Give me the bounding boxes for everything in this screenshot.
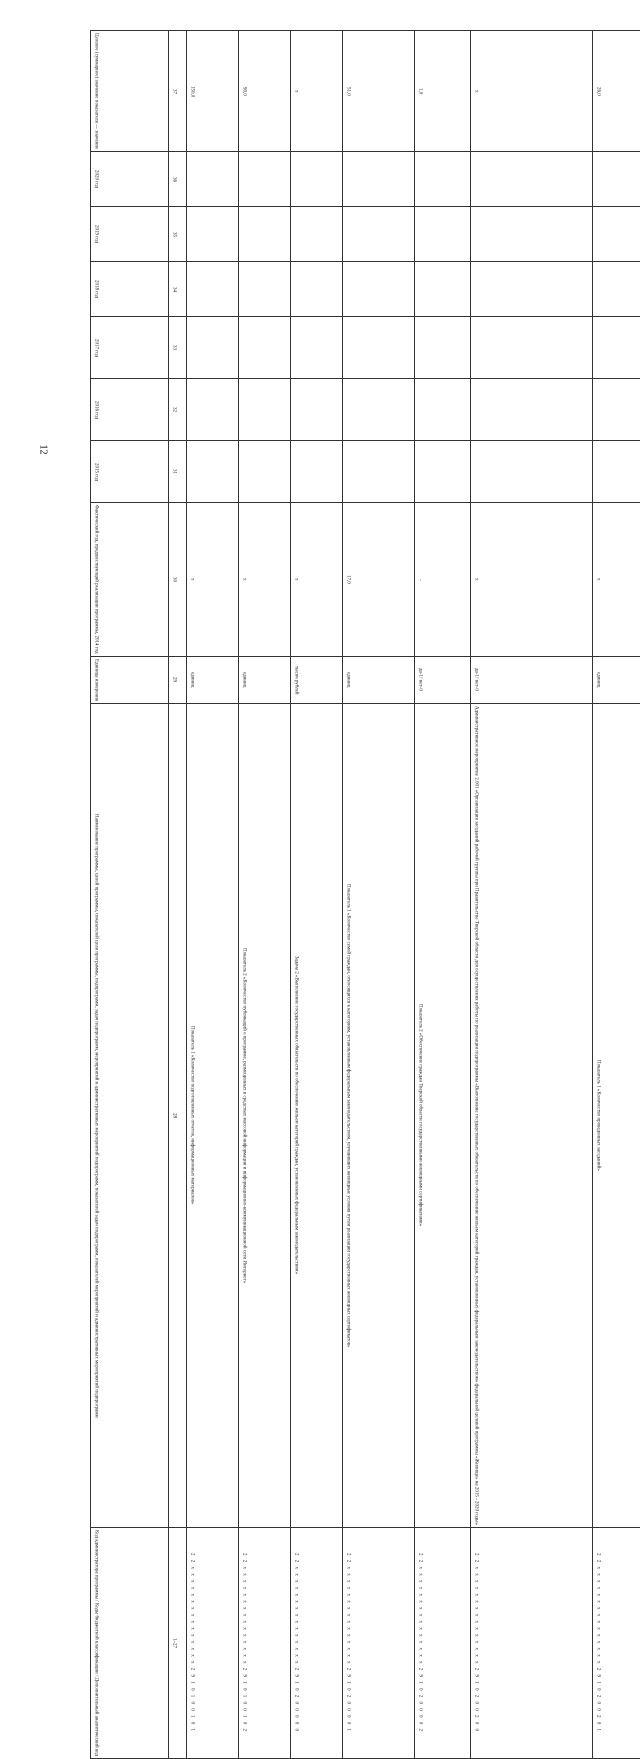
row-0-base: х <box>187 503 239 657</box>
row-4-y2019 <box>415 207 471 262</box>
col-number-y2016: 32 <box>169 379 187 441</box>
col-number-name: 28 <box>169 703 187 1527</box>
row-0-y2017 <box>187 317 239 379</box>
row-6-y2017 <box>593 317 640 379</box>
band-y2016 <box>91 379 640 441</box>
row-0-y2016 <box>187 379 239 441</box>
row-6-name: Показатель 1 «Количество проведенных заседаний» <box>593 703 640 1527</box>
row-1-codes: 2 2 х х х х х х х х х х х х х х х 2 9 1 0 1 0 0 1 0 2 <box>239 1527 291 1758</box>
header-codes: Код администратора программы / Коды бюджетной классификации / Дополнительный аналитический код <box>91 1527 169 1758</box>
row-2-unit: тысяч рублей <box>291 656 343 703</box>
row-5-name: Административное мероприятие 2.001 «Организация заседаний рабочей группы при Правительстве Тверской области для осуществления работы по реализации подпрограммы «Выполнение государственных обязательств по обеспечению жильем категорий граждан, установленных федеральным законодательством» федеральной целевой программы «Жилище» на 2015 - 2020 годы» <box>471 703 593 1527</box>
row-4-y2018 <box>415 262 471 317</box>
row-1-final: 90,0 <box>239 31 291 152</box>
row-3-y2018 <box>343 262 415 317</box>
row-1-y2016 <box>239 379 291 441</box>
row-6-y2016 <box>593 379 640 441</box>
row-1-y2019 <box>239 207 291 262</box>
row-4-final: 1,0 <box>415 31 471 152</box>
row-5-y2019 <box>471 207 593 262</box>
row-1-y2018 <box>239 262 291 317</box>
header-unit: Единица измерения <box>91 656 169 703</box>
row-5-codes: 2 2 х х х х х х х х х х х х х х х 2 9 1 0 2 0 0 2 0 0 <box>471 1527 593 1758</box>
band-base <box>91 503 640 657</box>
row-4-y2016 <box>415 379 471 441</box>
col-number-y2015: 31 <box>169 441 187 503</box>
col-number-base: 30 <box>169 503 187 657</box>
row-3-y2017 <box>343 317 415 379</box>
row-0-final: 150,0 <box>187 31 239 152</box>
row-2-y2015 <box>291 441 343 503</box>
band-y2020 <box>91 152 640 207</box>
row-6-y2020 <box>593 152 640 207</box>
col-number-y2020: 36 <box>169 152 187 207</box>
row-2-final: х <box>291 31 343 152</box>
row-2-y2019 <box>291 207 343 262</box>
header-y2016: 2016 год <box>91 379 169 441</box>
band-unit <box>91 656 640 703</box>
header-y2020: 2020 год <box>91 152 169 207</box>
col-number-unit: 29 <box>169 656 187 703</box>
row-1-y2020 <box>239 152 291 207</box>
row-4-codes: 2 2 х х х х х х х х х х х х х х х 2 9 1 0 2 0 0 0 0 2 <box>415 1527 471 1758</box>
row-5-base: х <box>471 503 593 657</box>
row-6-y2019 <box>593 207 640 262</box>
row-3-codes: 2 2 х х х х х х х х х х х х х х х 2 9 1 0 2 0 0 0 0 1 <box>343 1527 415 1758</box>
row-2-name: Задача 2 «Выполнение государственных обязательств по обеспечению жильем категорий граждан, установленных федеральным законодательством» <box>291 703 343 1527</box>
header-y2015: 2015 год <box>91 441 169 503</box>
row-3-y2016 <box>343 379 415 441</box>
row-5-y2016 <box>471 379 593 441</box>
col-number-y2017: 33 <box>169 317 187 379</box>
band-codes <box>91 1527 640 1758</box>
row-5-y2020 <box>471 152 593 207</box>
header-base: Фактический год, предшествующий реализации программы, 2014 год <box>91 503 169 657</box>
row-2-y2016 <box>291 379 343 441</box>
col-number-codes: 1–27 <box>169 1527 187 1758</box>
row-6-final: 26,0 <box>593 31 640 152</box>
row-0-codes: 2 2 х х х х х х х х х х х х х х х 2 9 1 0 1 0 0 1 0 1 <box>187 1527 239 1758</box>
row-1-name: Показатель 2 «Количество публикаций о программе, размещенных в средствах массовой информации и информационно-коммуникационной сети Интернет» <box>239 703 291 1527</box>
row-3-final: 51,0 <box>343 31 415 152</box>
row-0-y2020 <box>187 152 239 207</box>
row-4-y2015 <box>415 441 471 503</box>
band-y2018 <box>91 262 640 317</box>
row-0-y2018 <box>187 262 239 317</box>
program-table <box>90 30 610 875</box>
row-4-y2017 <box>415 317 471 379</box>
band-y2017 <box>91 317 640 379</box>
header-y2018: 2018 год <box>91 262 169 317</box>
header-name: Наименование программы, целей программы, показателей цели программы, подпрограмм, задач подпрограмм, мероприятий и административных мероприятий подпрограмм, показателей задач подпрограмм, показателей мероприятий и административных мероприятий подпрограмм <box>91 703 169 1527</box>
col-number-y2019: 35 <box>169 207 187 262</box>
row-6-y2018 <box>593 262 640 317</box>
row-0-y2015 <box>187 441 239 503</box>
row-1-base: х <box>239 503 291 657</box>
row-6-codes: 2 2 х х х х х х х х х х х х х х х 2 9 1 0 2 0 0 2 0 1 <box>593 1527 640 1758</box>
row-5-unit: да-1/ нет-0 <box>471 656 593 703</box>
row-4-y2020 <box>415 152 471 207</box>
row-4-name: Показатель 2 «Обеспечение граждан Тверской области государственными жилищными сертификатами» <box>415 703 471 1527</box>
row-4-unit: да-1/ нет-0 <box>415 656 471 703</box>
band-y2019 <box>91 207 640 262</box>
row-1-y2015 <box>239 441 291 503</box>
row-0-y2019 <box>187 207 239 262</box>
row-3-unit: единиц <box>343 656 415 703</box>
band-y2015 <box>91 441 640 503</box>
row-3-y2019 <box>343 207 415 262</box>
row-5-y2017 <box>471 317 593 379</box>
row-2-y2020 <box>291 152 343 207</box>
row-6-y2015 <box>593 441 640 503</box>
band-final <box>91 31 640 152</box>
row-2-y2017 <box>291 317 343 379</box>
row-4-base: - <box>415 503 471 657</box>
row-5-y2015 <box>471 441 593 503</box>
row-5-y2018 <box>471 262 593 317</box>
row-5-final: х <box>471 31 593 152</box>
row-6-base: х <box>593 503 640 657</box>
col-number-final: 37 <box>169 31 187 152</box>
row-6-unit: единиц <box>593 656 640 703</box>
page-number: 12 <box>38 445 49 455</box>
header-final: Целевое (суммарное) значение показателя — значение <box>91 31 169 152</box>
header-y2017: 2017 год <box>91 317 169 379</box>
band-name <box>91 703 640 1527</box>
row-3-y2015 <box>343 441 415 503</box>
header-y2019: 2019 год <box>91 207 169 262</box>
row-0-unit: единиц <box>187 656 239 703</box>
row-0-name: Показатель 1 «Количество подготовленных отчетов, информационных материалов» <box>187 703 239 1527</box>
row-2-base: х <box>291 503 343 657</box>
row-3-base: 17,0 <box>343 503 415 657</box>
row-1-y2017 <box>239 317 291 379</box>
row-3-y2020 <box>343 152 415 207</box>
row-3-name: Показатель 1 «Количество семей граждан, относящихся к категориям, установленным федеральным законодательством, улучшивших жилищные условия путем реализации государственных жилищных сертификатов» <box>343 703 415 1527</box>
row-2-y2018 <box>291 262 343 317</box>
col-number-y2018: 34 <box>169 262 187 317</box>
row-2-codes: 2 2 х х х х х х х х х х х х х х х 2 9 1 0 2 0 0 0 0 0 <box>291 1527 343 1758</box>
row-1-unit: единиц <box>239 656 291 703</box>
